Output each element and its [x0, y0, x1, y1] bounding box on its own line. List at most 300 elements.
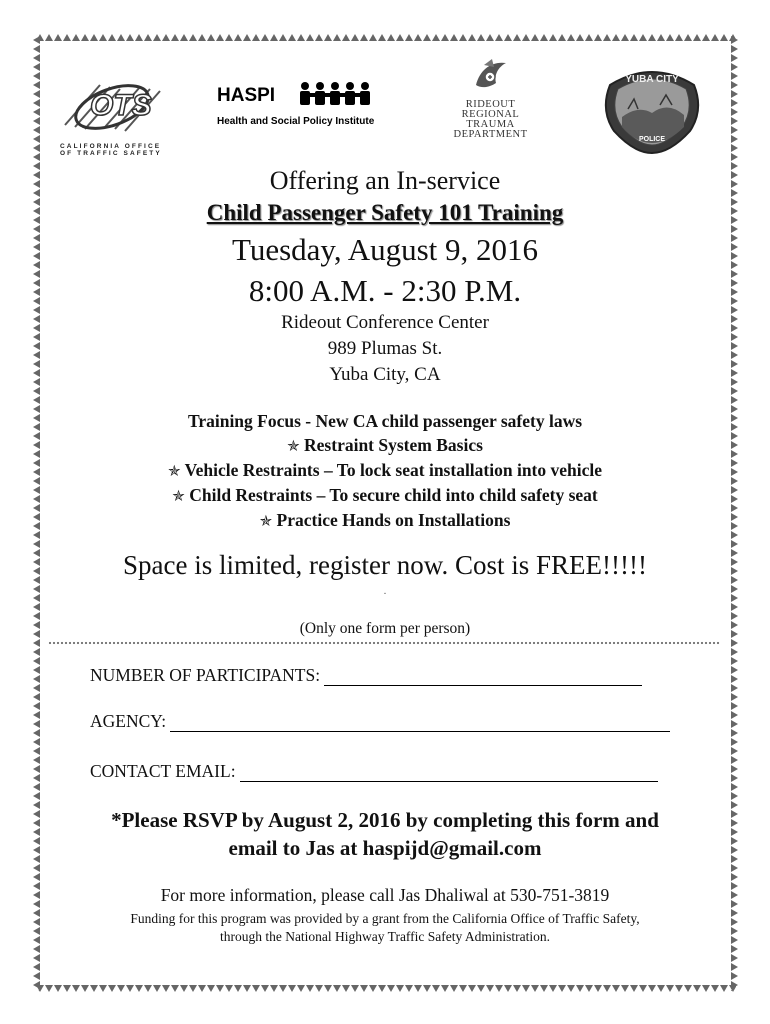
border-triangle	[33, 423, 40, 431]
border-triangle	[731, 549, 738, 557]
participants-label: NUMBER OF PARTICIPANTS:	[90, 665, 321, 685]
border-triangle	[540, 985, 548, 992]
border-triangle	[207, 34, 215, 41]
border-triangle	[513, 34, 521, 41]
border-triangle	[731, 603, 738, 611]
haspi-subtitle: Health and Social Policy Institute	[217, 116, 375, 127]
border-triangle	[63, 34, 71, 41]
border-triangle	[630, 34, 638, 41]
border-triangle	[684, 34, 692, 41]
border-triangle	[33, 666, 40, 674]
border-triangle	[731, 387, 738, 395]
border-triangle	[731, 540, 738, 548]
space-notice: Space is limited, register now. Cost is FREE!!!!!	[123, 550, 647, 580]
email-label: CONTACT EMAIL:	[90, 761, 236, 781]
sponsor-logos	[60, 55, 710, 165]
border-triangle	[33, 765, 40, 773]
border-triangle	[731, 558, 738, 566]
border-triangle	[731, 414, 738, 422]
border-triangle	[513, 985, 521, 992]
border-triangle	[731, 675, 738, 683]
border-triangle	[180, 985, 188, 992]
border-triangle	[33, 216, 40, 224]
border-triangle	[731, 657, 738, 665]
border-triangle	[33, 891, 40, 899]
border-triangle	[711, 34, 719, 41]
border-triangle	[731, 45, 738, 53]
border-triangle	[33, 792, 40, 800]
border-triangle	[315, 34, 323, 41]
event-time: 8:00 A.M. - 2:30 P.M.	[248, 273, 522, 308]
border-triangle	[243, 34, 251, 41]
border-triangle	[33, 99, 40, 107]
border-triangle	[702, 34, 710, 41]
border-triangle	[243, 985, 251, 992]
border-triangle	[731, 315, 738, 323]
border-triangle	[531, 985, 539, 992]
border-triangle	[731, 954, 738, 962]
border-triangle	[731, 522, 738, 530]
border-triangle	[33, 909, 40, 917]
border-triangle	[405, 34, 413, 41]
border-triangle	[558, 985, 566, 992]
border-triangle	[731, 513, 738, 521]
email-input-line[interactable]	[240, 765, 658, 782]
border-triangle	[731, 279, 738, 287]
border-triangle	[216, 34, 224, 41]
border-triangle	[306, 985, 314, 992]
border-triangle	[252, 985, 260, 992]
border-triangle	[33, 126, 40, 134]
border-triangle	[33, 990, 40, 991]
border-triangle	[657, 985, 665, 992]
border-triangle	[495, 985, 503, 992]
border-triangle	[33, 549, 40, 557]
border-triangle	[33, 954, 40, 962]
border-triangle	[33, 702, 40, 710]
border-triangle	[162, 985, 170, 992]
border-triangle	[171, 34, 179, 41]
border-triangle	[33, 900, 40, 908]
border-triangle	[731, 216, 738, 224]
border-triangle	[324, 985, 332, 992]
focus-item	[60, 458, 710, 483]
border-triangle	[33, 918, 40, 926]
border-triangle	[731, 297, 738, 305]
border-triangle	[198, 34, 206, 41]
border-triangle	[731, 873, 738, 881]
border-triangle	[731, 774, 738, 782]
haspi-logo	[212, 75, 392, 145]
border-triangle	[731, 234, 738, 242]
border-triangle	[378, 985, 386, 992]
border-triangle	[522, 34, 530, 41]
border-triangle	[33, 234, 40, 242]
border-triangle	[396, 34, 404, 41]
border-triangle	[731, 576, 738, 584]
border-triangle	[731, 711, 738, 719]
border-triangle	[33, 504, 40, 512]
border-triangle	[621, 985, 629, 992]
border-triangle	[33, 144, 40, 152]
yuba-city-police-badge	[598, 65, 706, 155]
border-triangle	[216, 985, 224, 992]
border-triangle	[33, 468, 40, 476]
border-triangle	[731, 432, 738, 440]
border-triangle	[33, 711, 40, 719]
border-triangle	[33, 162, 40, 170]
border-triangle	[33, 81, 40, 89]
border-triangle	[731, 666, 738, 674]
border-triangle	[297, 985, 305, 992]
border-triangle	[33, 45, 40, 53]
rideout-line: DEPARTMENT	[453, 129, 528, 140]
decorative-border-top	[36, 32, 736, 44]
border-triangle	[731, 882, 738, 890]
border-triangle	[731, 909, 738, 917]
border-triangle	[33, 441, 40, 449]
offering-heading: Offering an In-service	[269, 166, 501, 195]
border-triangle	[731, 324, 738, 332]
focus-title: Training Focus - New CA child passenger safety laws	[187, 411, 583, 431]
border-triangle	[731, 198, 738, 206]
border-triangle	[117, 34, 125, 41]
border-triangle	[731, 927, 738, 935]
border-triangle	[33, 135, 40, 143]
focus-item	[60, 508, 710, 533]
email-field	[90, 761, 658, 782]
border-triangle	[731, 369, 738, 377]
border-triangle	[33, 252, 40, 260]
participants-input-line[interactable]	[324, 669, 642, 686]
border-triangle	[333, 985, 341, 992]
border-triangle	[567, 985, 575, 992]
border-triangle	[33, 864, 40, 872]
decorative-border-left	[31, 36, 43, 991]
border-triangle	[731, 945, 738, 953]
border-triangle	[731, 270, 738, 278]
focus-item-label: Child Restraints – To secure child into child safety seat	[189, 485, 598, 505]
border-triangle	[731, 684, 738, 692]
border-triangle	[731, 612, 738, 620]
border-triangle	[639, 34, 647, 41]
border-triangle	[369, 34, 377, 41]
agency-input-line[interactable]	[170, 715, 670, 732]
star-icon: ✯	[167, 462, 181, 480]
more-info: For more information, please call Jas Dhaliwal at 530-751-3819	[160, 885, 610, 905]
venue-street: 989 Plumas St.	[327, 338, 443, 359]
border-triangle	[504, 34, 512, 41]
border-triangle	[72, 985, 80, 992]
border-triangle	[731, 81, 738, 89]
border-triangle	[33, 315, 40, 323]
border-triangle	[33, 270, 40, 278]
tear-line-divider	[48, 641, 720, 645]
border-triangle	[477, 985, 485, 992]
border-triangle	[351, 34, 359, 41]
border-triangle	[33, 846, 40, 854]
border-triangle	[162, 34, 170, 41]
border-triangle	[731, 801, 738, 809]
border-triangle	[33, 108, 40, 116]
border-triangle	[731, 567, 738, 575]
border-triangle	[594, 34, 602, 41]
border-triangle	[731, 90, 738, 98]
border-triangle	[207, 985, 215, 992]
border-triangle	[731, 360, 738, 368]
border-triangle	[414, 34, 422, 41]
border-triangle	[731, 837, 738, 845]
border-triangle	[731, 135, 738, 143]
border-triangle	[731, 396, 738, 404]
border-triangle	[33, 828, 40, 836]
border-triangle	[450, 34, 458, 41]
border-triangle	[594, 985, 602, 992]
border-triangle	[33, 333, 40, 341]
border-triangle	[603, 34, 611, 41]
border-triangle	[33, 630, 40, 638]
border-triangle	[33, 657, 40, 665]
border-triangle	[603, 985, 611, 992]
border-triangle	[432, 985, 440, 992]
border-triangle	[666, 34, 674, 41]
border-triangle	[33, 288, 40, 296]
border-triangle	[144, 985, 152, 992]
border-triangle	[378, 34, 386, 41]
border-triangle	[33, 306, 40, 314]
star-icon: ✯	[172, 487, 185, 505]
border-triangle	[731, 729, 738, 737]
agency-label: AGENCY:	[90, 711, 167, 731]
border-triangle	[108, 34, 116, 41]
border-triangle	[333, 34, 341, 41]
border-triangle	[33, 972, 40, 980]
border-triangle	[731, 468, 738, 476]
border-triangle	[33, 450, 40, 458]
border-triangle	[731, 333, 738, 341]
border-triangle	[531, 34, 539, 41]
border-triangle	[731, 450, 738, 458]
border-triangle	[731, 630, 738, 638]
border-triangle	[33, 180, 40, 188]
border-triangle	[189, 34, 197, 41]
police-badge-bottom: POLICE	[638, 136, 666, 143]
border-triangle	[360, 34, 368, 41]
border-triangle	[450, 985, 458, 992]
border-triangle	[731, 891, 738, 899]
border-triangle	[731, 864, 738, 872]
rsvp-line: email to Jas at haspijd@gmail.com	[228, 836, 542, 860]
border-triangle	[423, 34, 431, 41]
border-triangle	[33, 225, 40, 233]
border-triangle	[540, 34, 548, 41]
border-triangle	[731, 153, 738, 161]
border-triangle	[731, 702, 738, 710]
border-triangle	[731, 405, 738, 413]
border-triangle	[369, 985, 377, 992]
one-form-note: (Only one form per person)	[299, 620, 471, 637]
border-triangle	[693, 985, 701, 992]
border-triangle	[731, 648, 738, 656]
border-triangle	[731, 306, 738, 314]
border-triangle	[731, 747, 738, 755]
star-icon: ✯	[259, 512, 273, 530]
border-triangle	[396, 985, 404, 992]
border-triangle	[126, 985, 134, 992]
border-triangle	[585, 985, 593, 992]
border-triangle	[731, 936, 738, 944]
border-triangle	[486, 985, 494, 992]
border-triangle	[54, 34, 62, 41]
border-triangle	[612, 34, 620, 41]
border-triangle	[731, 792, 738, 800]
border-triangle	[675, 985, 683, 992]
trauma-emblem-icon	[470, 55, 512, 97]
border-triangle	[522, 985, 530, 992]
border-triangle	[585, 34, 593, 41]
border-triangle	[33, 324, 40, 332]
border-triangle	[33, 810, 40, 818]
border-triangle	[45, 985, 53, 992]
border-triangle	[33, 369, 40, 377]
border-triangle	[33, 738, 40, 746]
border-triangle	[33, 855, 40, 863]
border-triangle	[342, 985, 350, 992]
border-triangle	[315, 985, 323, 992]
border-triangle	[33, 243, 40, 251]
border-triangle	[731, 765, 738, 773]
border-triangle	[731, 918, 738, 926]
border-triangle	[576, 985, 584, 992]
border-triangle	[731, 180, 738, 188]
border-triangle	[33, 801, 40, 809]
border-triangle	[720, 34, 728, 41]
focus-item-label: Restraint System Basics	[304, 435, 483, 455]
border-triangle	[306, 34, 314, 41]
training-focus	[60, 409, 710, 533]
border-triangle	[459, 34, 467, 41]
border-triangle	[504, 985, 512, 992]
border-triangle	[33, 684, 40, 692]
border-triangle	[33, 603, 40, 611]
rsvp-notice	[60, 806, 710, 862]
border-triangle	[33, 351, 40, 359]
border-triangle	[33, 342, 40, 350]
agency-field	[90, 711, 670, 732]
border-triangle	[33, 522, 40, 530]
border-triangle	[90, 985, 98, 992]
rideout-line: RIDEOUT	[465, 99, 516, 110]
border-triangle	[33, 963, 40, 971]
border-triangle	[33, 774, 40, 782]
border-triangle	[225, 985, 233, 992]
border-triangle	[711, 985, 719, 992]
stray-dot: .	[383, 586, 387, 597]
border-triangle	[261, 34, 269, 41]
border-triangle	[387, 985, 395, 992]
border-triangle	[135, 985, 143, 992]
border-triangle	[731, 243, 738, 251]
border-triangle	[549, 34, 557, 41]
funding-line: Funding for this program was provided by a grant from the California Office of Traffic Safety,	[130, 911, 640, 926]
border-triangle	[657, 34, 665, 41]
border-triangle	[731, 189, 738, 197]
border-triangle	[297, 34, 305, 41]
border-triangle	[33, 540, 40, 548]
border-triangle	[731, 54, 738, 62]
border-triangle	[234, 34, 242, 41]
border-triangle	[387, 34, 395, 41]
border-triangle	[731, 828, 738, 836]
border-triangle	[468, 985, 476, 992]
border-triangle	[126, 34, 134, 41]
border-triangle	[731, 531, 738, 539]
border-triangle	[731, 378, 738, 386]
border-triangle	[731, 810, 738, 818]
border-triangle	[117, 985, 125, 992]
border-triangle	[731, 846, 738, 854]
border-triangle	[33, 90, 40, 98]
focus-item	[60, 483, 710, 508]
border-triangle	[279, 985, 287, 992]
border-triangle	[731, 207, 738, 215]
border-triangle	[477, 34, 485, 41]
border-triangle	[33, 873, 40, 881]
star-icon: ✯	[287, 437, 300, 455]
border-triangle	[33, 576, 40, 584]
event-date: Tuesday, August 9, 2016	[231, 232, 539, 267]
border-triangle	[576, 34, 584, 41]
border-triangle	[270, 985, 278, 992]
border-triangle	[630, 985, 638, 992]
border-triangle	[99, 985, 107, 992]
border-triangle	[731, 225, 738, 233]
border-triangle	[693, 34, 701, 41]
border-triangle	[33, 495, 40, 503]
border-triangle	[45, 34, 53, 41]
border-triangle	[33, 297, 40, 305]
border-triangle	[731, 459, 738, 467]
border-triangle	[731, 477, 738, 485]
border-triangle	[33, 675, 40, 683]
border-triangle	[731, 441, 738, 449]
border-triangle	[731, 108, 738, 116]
border-triangle	[135, 34, 143, 41]
border-triangle	[351, 985, 359, 992]
border-triangle	[33, 693, 40, 701]
focus-item-label: Practice Hands on Installations	[276, 510, 511, 530]
border-triangle	[731, 855, 738, 863]
border-triangle	[441, 34, 449, 41]
border-triangle	[33, 477, 40, 485]
border-triangle	[33, 486, 40, 494]
border-triangle	[33, 936, 40, 944]
funding-line: through the National Highway Traffic Safety Administration.	[219, 929, 551, 944]
border-triangle	[261, 985, 269, 992]
border-triangle	[731, 351, 738, 359]
border-triangle	[731, 720, 738, 728]
border-triangle	[252, 34, 260, 41]
border-triangle	[33, 729, 40, 737]
border-triangle	[33, 207, 40, 215]
border-triangle	[612, 985, 620, 992]
haspi-name: HASPI	[217, 85, 276, 106]
border-triangle	[33, 378, 40, 386]
border-triangle	[33, 585, 40, 593]
border-triangle	[731, 171, 738, 179]
border-triangle	[33, 261, 40, 269]
border-triangle	[702, 985, 710, 992]
